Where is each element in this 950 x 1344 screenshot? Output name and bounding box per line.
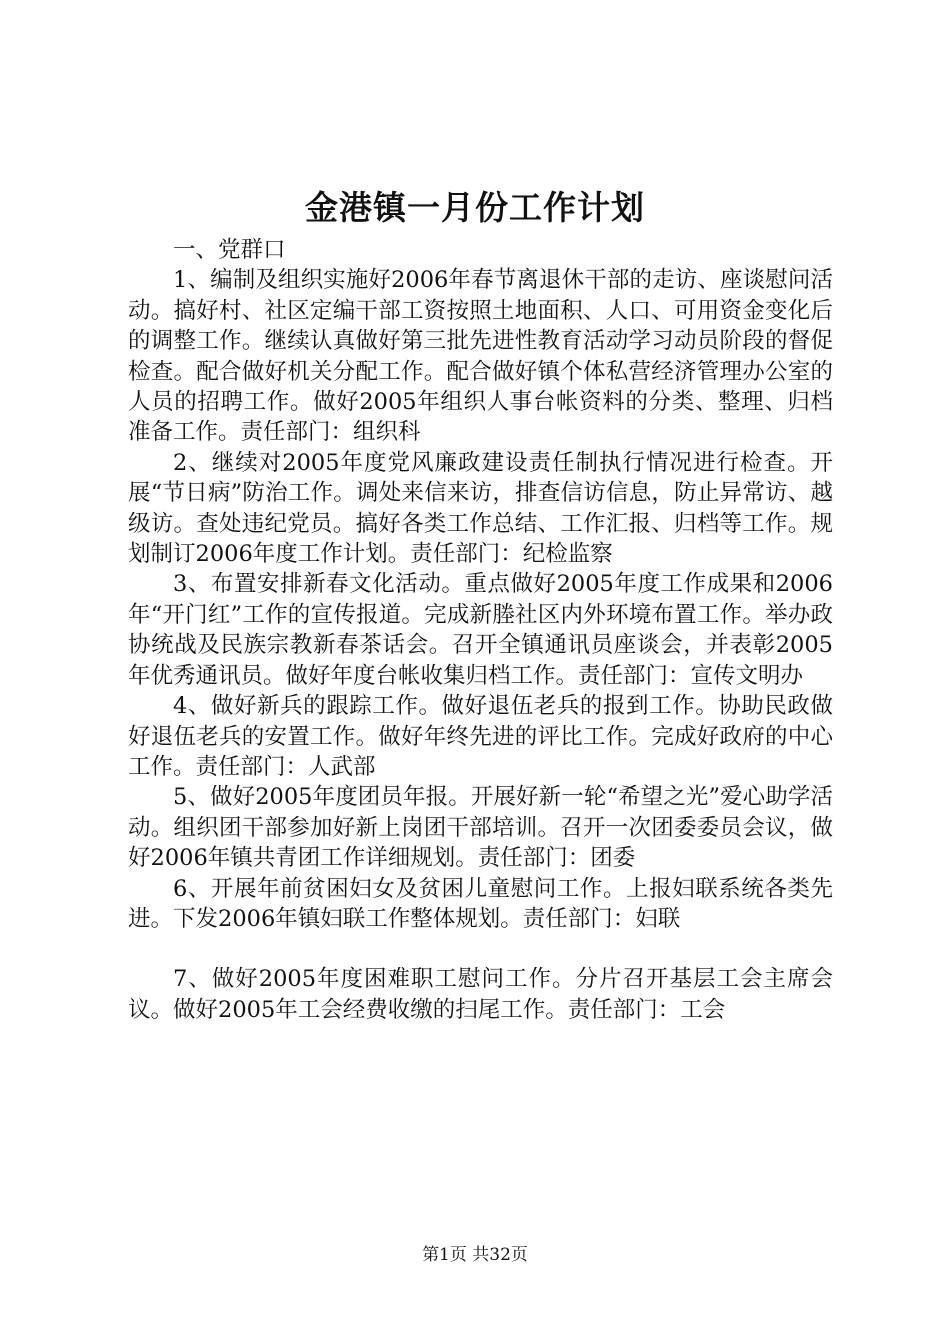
paragraph-1: 1、编制及组织实施好2006年春节离退休干部的走访、座谈慰问活动。搞好村、社区定编干部工资按照土地面积、人口、可用资金变化后的调整工作。继续认真做好第三批先进性教育活动学习动员阶段的督促检查。配合做好机关分配工作。配合做好镇个体私营经济管理办公室的人员的招聘工作。做好2005年组织人事台帐资料的分类、整理、归档准备工作。责任部门：组织科 [128, 267, 833, 446]
page-footer: 第1页 共32页 [422, 1245, 528, 1265]
paragraph-7: 7、做好2005年度困难职工慰问工作。分片召开基层工会主席会议。做好2005年工会经费收缴的扫尾工作。责任部门：工会 [128, 966, 833, 1023]
document-title: 金港镇一月份工作计划 [305, 188, 645, 227]
paragraph-3: 3、布置安排新春文化活动。重点做好2005年度工作成果和2006年“开门红”工作的宣传报道。完成新塍社区内外环境布置工作。举办政协统战及民族宗教新春茶话会。召开全镇通讯员座谈会，并表彰2005年优秀通讯员。做好年度台帐收集归档工作。责任部门：宣传文明办 [128, 571, 833, 689]
document-body [128, 235, 833, 1025]
paragraph-6: 6、开展年前贫困妇女及贫困儿童慰问工作。上报妇联系统各类先进。下发2006年镇妇联工作整体规划。责任部门：妇联 [128, 875, 833, 932]
paragraph-2: 2、继续对2005年度党风廉政建设责任制执行情况进行检查。开展“节日病”防治工作。调处来信来访，排查信访信息，防止异常访、越级访。查处违纪党员。搞好各类工作总结、工作汇报、归档等工作。规划制订2006年度工作计划。责任部门：纪检监察 [128, 449, 833, 568]
paragraph-4: 4、做好新兵的跟踪工作。做好退伍老兵的报到工作。协助民政做好退伍老兵的安置工作。做好年终先进的评比工作。完成好政府的中心工作。责任部门：人武部 [128, 693, 833, 780]
paragraph-5: 5、做好2005年度团员年报。开展好新一轮“希望之光”爱心助学活动。组织团干部参加好新上岗团干部培训。召开一次团委委员会议，做好2006年镇共青团工作详细规划。责任部门：团委 [128, 784, 833, 872]
section-heading: 一、党群口 [173, 237, 286, 263]
